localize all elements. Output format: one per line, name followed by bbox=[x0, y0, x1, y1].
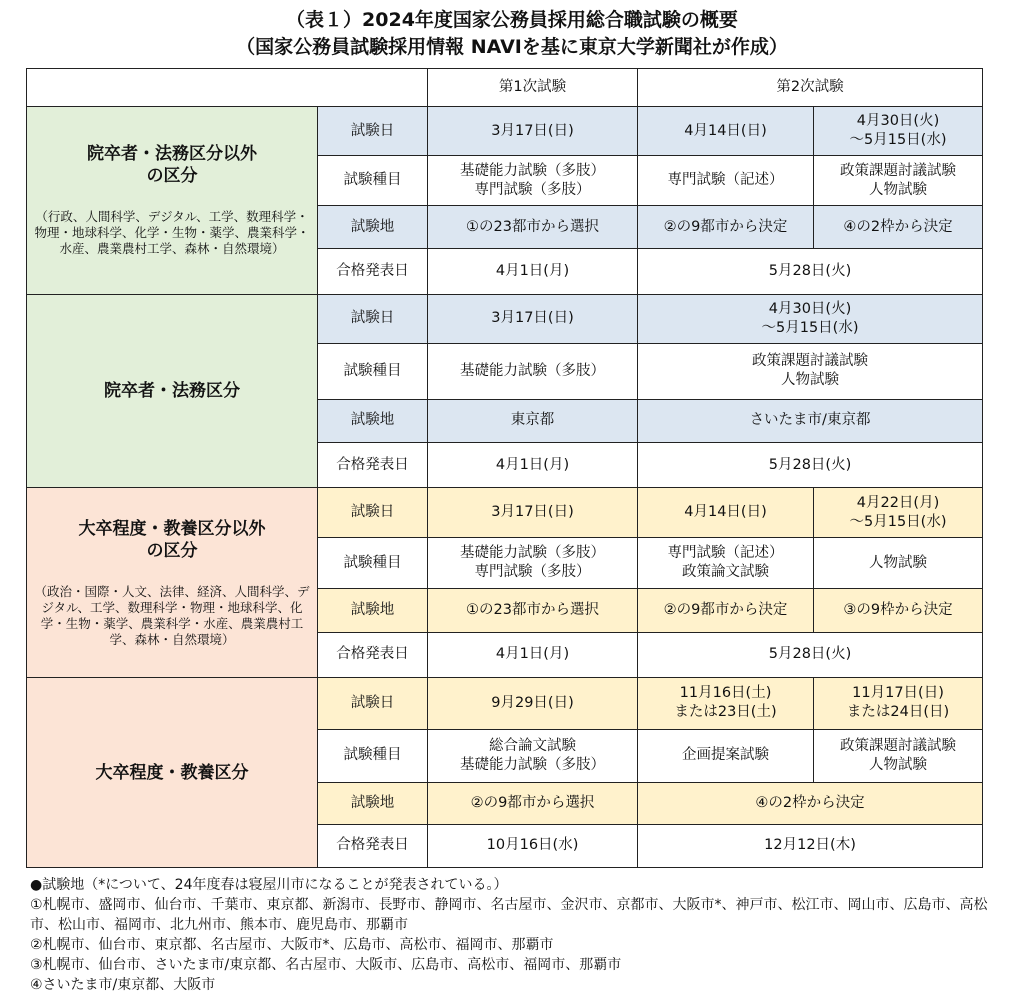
date-cell: 3月17日(日) bbox=[428, 107, 638, 156]
date-cell: 4月14日(日) bbox=[638, 107, 814, 156]
category-cell-4 bbox=[27, 678, 318, 868]
place-cell: ①の23都市から選択 bbox=[428, 589, 638, 632]
place-cell: ①の23都市から選択 bbox=[428, 205, 638, 248]
place-cell: ②の9都市から選択 bbox=[428, 783, 638, 824]
item-label-result: 合格発表日 bbox=[318, 824, 428, 867]
item-label-place: 試験地 bbox=[318, 589, 428, 632]
item-label-place: 試験地 bbox=[318, 399, 428, 442]
item-label-date: 試験日 bbox=[318, 294, 428, 343]
date-cell: 11月17日(日) または24日(日) bbox=[814, 678, 983, 730]
notes-list-item: ②札幌市、仙台市、東京都、名古屋市、大阪市*、広島市、高松市、福岡市、那覇市 bbox=[30, 937, 554, 953]
table-subtitle: （国家公務員試験採用情報 NAVIを基に東京大学新聞社が作成） bbox=[236, 36, 788, 58]
result-cell: 10月16日(水) bbox=[428, 824, 638, 867]
result-cell: 5月28日(火) bbox=[638, 249, 983, 294]
item-label-result: 合格発表日 bbox=[318, 632, 428, 677]
type-cell: 政策課題討議試験 人物試験 bbox=[814, 729, 983, 783]
header-row bbox=[27, 69, 983, 107]
type-cell: 専門試験（記述） bbox=[638, 156, 814, 205]
place-cell: ④の2枠から決定 bbox=[638, 783, 983, 824]
item-label-place: 試験地 bbox=[318, 205, 428, 248]
type-cell: 人物試験 bbox=[814, 537, 983, 589]
type-cell: 政策課題討議試験 人物試験 bbox=[638, 344, 983, 400]
notes-list-item: ④さいたま市/東京都、大阪市 bbox=[30, 977, 216, 993]
category-cell-2 bbox=[27, 294, 318, 488]
type-cell: 基礎能力試験（多肢） 専門試験（多肢） bbox=[428, 156, 638, 205]
table-row bbox=[27, 294, 983, 343]
category-subtitle: （行政、人間科学、デジタル、工学、数理科学・物理・地球科学、化学・生物・薬学、農業科学・水産、農業農村工学、森林・自然環境） bbox=[34, 209, 310, 257]
notes-heading: ●試験地（*について、24年度春は寝屋川市になることが発表されている。） bbox=[30, 877, 508, 893]
category-title: 院卒者・法務区分 bbox=[104, 381, 240, 402]
header-first-exam: 第1次試験 bbox=[428, 69, 638, 107]
item-label-type: 試験種目 bbox=[318, 537, 428, 589]
notes-list-item: ③札幌市、仙台市、さいたま市/東京都、名古屋市、大阪市、広島市、高松市、福岡市、那覇市 bbox=[30, 957, 622, 973]
date-cell: 9月29日(日) bbox=[428, 678, 638, 730]
place-cell: ③の9枠から決定 bbox=[814, 589, 983, 632]
header-blank-cell bbox=[27, 69, 428, 107]
category-subtitle: （政治・国際・人文、法律、経済、人間科学、デジタル、工学、数理科学・物理・地球科学、化学・生物・薬学、農業科学・水産、農業農村工学、森林・自然環境） bbox=[34, 583, 310, 647]
date-cell: 4月30日(火) ～5月15日(水) bbox=[638, 294, 983, 343]
category-cell-1 bbox=[27, 107, 318, 295]
date-cell: 4月30日(火) ～5月15日(水) bbox=[814, 107, 983, 156]
result-cell: 4月1日(月) bbox=[428, 249, 638, 294]
category-cell-3 bbox=[27, 488, 318, 678]
place-cell: ②の9都市から決定 bbox=[638, 205, 814, 248]
table-row bbox=[27, 107, 983, 156]
place-cell: ②の9都市から決定 bbox=[638, 589, 814, 632]
date-cell: 4月14日(日) bbox=[638, 488, 814, 537]
result-cell: 5月28日(火) bbox=[638, 632, 983, 677]
item-label-place: 試験地 bbox=[318, 783, 428, 824]
place-cell: ④の2枠から決定 bbox=[814, 205, 983, 248]
type-cell: 政策課題討議試験 人物試験 bbox=[814, 156, 983, 205]
item-label-result: 合格発表日 bbox=[318, 249, 428, 294]
item-label-type: 試験種目 bbox=[318, 344, 428, 400]
category-title: 院卒者・法務区分以外 の区分 bbox=[87, 144, 257, 187]
header-second-exam: 第2次試験 bbox=[638, 69, 983, 107]
item-label-type: 試験種目 bbox=[318, 156, 428, 205]
type-cell: 基礎能力試験（多肢） bbox=[428, 344, 638, 400]
type-cell: 基礎能力試験（多肢） 専門試験（多肢） bbox=[428, 537, 638, 589]
date-cell: 11月16日(土) または23日(土) bbox=[638, 678, 814, 730]
result-cell: 12月12日(木) bbox=[638, 824, 983, 867]
item-label-type: 試験種目 bbox=[318, 729, 428, 783]
exam-overview-table bbox=[26, 68, 983, 868]
type-cell: 専門試験（記述） 政策論文試験 bbox=[638, 537, 814, 589]
date-cell: 3月17日(日) bbox=[428, 294, 638, 343]
category-title: 大卒程度・教養区分以外 の区分 bbox=[78, 518, 266, 561]
result-cell: 4月1日(月) bbox=[428, 632, 638, 677]
type-cell: 企画提案試験 bbox=[638, 729, 814, 783]
category-title: 大卒程度・教養区分 bbox=[95, 762, 249, 783]
place-cell: 東京都 bbox=[428, 399, 638, 442]
result-cell: 4月1日(月) bbox=[428, 443, 638, 488]
date-cell: 3月17日(日) bbox=[428, 488, 638, 537]
place-cell: さいたま市/東京都 bbox=[638, 399, 983, 442]
exam-location-notes bbox=[30, 875, 990, 995]
item-label-date: 試験日 bbox=[318, 678, 428, 730]
result-cell: 5月28日(火) bbox=[638, 443, 983, 488]
table-row bbox=[27, 488, 983, 537]
item-label-date: 試験日 bbox=[318, 107, 428, 156]
notes-list-item: ①札幌市、盛岡市、仙台市、千葉市、東京都、新潟市、長野市、静岡市、名古屋市、金沢市、京都市、大阪市*、神戸市、松江市、岡山市、広島市、高松市、松山市、福岡市、北九州市、熊本市、鹿児島市、那覇市 bbox=[30, 897, 988, 933]
item-label-date: 試験日 bbox=[318, 488, 428, 537]
item-label-result: 合格発表日 bbox=[318, 443, 428, 488]
table-row bbox=[27, 678, 983, 730]
table-title: （表１）2024年度国家公務員採用総合職試験の概要 bbox=[286, 9, 738, 31]
type-cell: 総合論文試験 基礎能力試験（多肢） bbox=[428, 729, 638, 783]
date-cell: 4月22日(月) ～5月15日(水) bbox=[814, 488, 983, 537]
